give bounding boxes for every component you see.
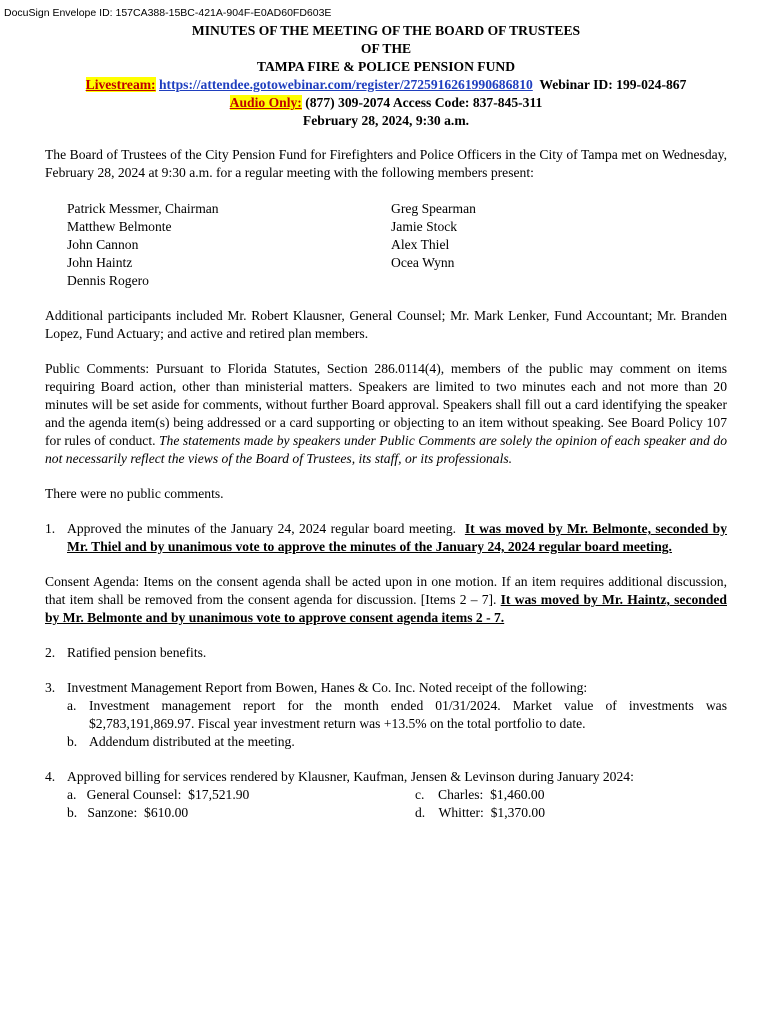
- title-line-1: MINUTES OF THE MEETING OF THE BOARD OF TRUSTEES: [191, 23, 581, 38]
- webinar-id: Webinar ID: 199-024-867: [539, 77, 687, 92]
- no-comments-paragraph: There were no public comments.: [45, 486, 224, 501]
- billing-line: c. Charles: $1,460.00: [415, 787, 545, 802]
- item-1-motion: It was moved by Mr. Belmonte, seconded by Mr. Thiel and by unanimous vote to approve the minutes of the January 24, 2024 regular board meeting.: [67, 521, 728, 554]
- agenda-item-2: [45, 644, 727, 662]
- item-4-text: Approved billing for services rendered by Klausner, Kaufman, Jensen & Levinson during January 2024:: [67, 769, 634, 784]
- item-number: 2.: [45, 645, 56, 660]
- item-number: 4.: [45, 769, 56, 784]
- billing-line: b. Sanzone: $610.00: [67, 805, 189, 820]
- member-name: Greg Spearman: [391, 201, 476, 216]
- billing-left: [67, 786, 415, 822]
- title-line-3: TAMPA FIRE & POLICE PENSION FUND: [256, 59, 516, 74]
- participants-paragraph: Additional participants included Mr. Robert Klausner, General Counsel; Mr. Mark Lenker, Fund Accountant; Mr. Branden Lopez, Fund Actuary; and active and retired plan members.: [45, 308, 727, 341]
- livestream-label: Livestream:: [85, 77, 156, 92]
- item-3-sub-b: [67, 733, 727, 751]
- member-name: Ocea Wynn: [391, 255, 455, 270]
- member-name: Alex Thiel: [391, 237, 450, 252]
- livestream-link[interactable]: https://attendee.gotowebinar.com/register/2725916261990686810: [159, 77, 533, 92]
- public-comments-text: Public Comments: Pursuant to Florida Statutes, Section 286.0114(4), members of the public may comment on items requiring Board action, other than ministerial matters. Speakers are limited to two minutes each and not more than 20 minutes will be set aside for comments, without further Board approval. Speakers shall fill out a card identifying the speaker and the agenda item(s) being addressed or a card supporting or objecting to an item without speaking. See Board Policy 107 for rules of conduct.: [45, 361, 727, 448]
- member-name: Matthew Belmonte: [67, 219, 172, 234]
- item-number: 3.: [45, 680, 56, 695]
- public-comments-disclaimer: The statements made by speakers under Public Comments are solely the opinion of each speaker and do not necessarily reflect the views of the Board of Trustees, its staff, or its professionals.: [45, 433, 727, 466]
- item-text: [67, 520, 727, 556]
- title-line-2: OF THE: [360, 41, 412, 56]
- sub-label: b.: [67, 734, 78, 749]
- member-name: Jamie Stock: [391, 219, 458, 234]
- billing-list: [67, 786, 763, 822]
- billing-line: a. General Counsel: $17,521.90: [67, 787, 250, 802]
- sub-text: Addendum distributed at the meeting.: [89, 734, 295, 749]
- item-2-text: Ratified pension benefits.: [67, 645, 207, 660]
- agenda-item-3: [45, 679, 727, 751]
- consent-agenda-paragraph: [45, 573, 727, 627]
- livestream-line: [45, 76, 727, 94]
- intro-paragraph: The Board of Trustees of the City Pension Fund for Firefighters and Police Officers in the City of Tampa met on Wednesday, February 28, 2024 at 9:30 a.m. for a regular meeting with the following members present:: [45, 147, 727, 180]
- members-left-column: [67, 200, 391, 290]
- billing-right: [415, 786, 763, 822]
- item-3-text: Investment Management Report from Bowen, Hanes & Co. Inc. Noted receipt of the following:: [67, 680, 588, 695]
- minutes-document: [45, 22, 727, 822]
- members-right-column: [391, 200, 715, 290]
- members-present: [67, 200, 727, 290]
- audio-details: (877) 309-2074 Access Code: 837-845-311: [305, 95, 543, 110]
- item-3-sub-a: [67, 697, 727, 733]
- sub-label: a.: [67, 698, 77, 713]
- billing-line: d. Whitter: $1,370.00: [415, 805, 546, 820]
- audio-line: [45, 94, 727, 112]
- member-name: Patrick Messmer, Chairman: [67, 201, 219, 216]
- document-title: [45, 22, 727, 130]
- sub-text: Investment management report for the month ended 01/31/2024. Market value of investments was $2,783,191,869.97. Fiscal year investment return was +13.5% on the total portfolio to date.: [89, 698, 727, 731]
- public-comments-paragraph: [45, 360, 727, 468]
- consent-motion: It was moved by Mr. Haintz, seconded by Mr. Belmonte and by unanimous vote to approve consent agenda items 2 - 7.: [45, 592, 727, 625]
- item-number: 1.: [45, 521, 56, 536]
- agenda-item-4: [45, 768, 727, 822]
- audio-label: Audio Only:: [229, 95, 302, 110]
- meeting-date: February 28, 2024, 9:30 a.m.: [302, 113, 470, 128]
- member-name: Dennis Rogero: [67, 273, 149, 288]
- agenda-item-1: [45, 520, 727, 556]
- item-1-text: Approved the minutes of the January 24, 2024 regular board meeting.: [67, 521, 457, 536]
- item-3-body: [67, 679, 727, 751]
- item-4-body: [67, 768, 763, 822]
- member-name: John Cannon: [67, 237, 139, 252]
- consent-text: Consent Agenda: Items on the consent agenda shall be acted upon in one motion. If an item requires additional discussion, that item shall be removed from the consent agenda for discussion. [Items 2 – 7].: [45, 574, 727, 607]
- member-name: John Haintz: [67, 255, 133, 270]
- docusign-envelope-id: DocuSign Envelope ID: 157CA388-15BC-421A-904F-E0AD60FD603E: [4, 7, 332, 19]
